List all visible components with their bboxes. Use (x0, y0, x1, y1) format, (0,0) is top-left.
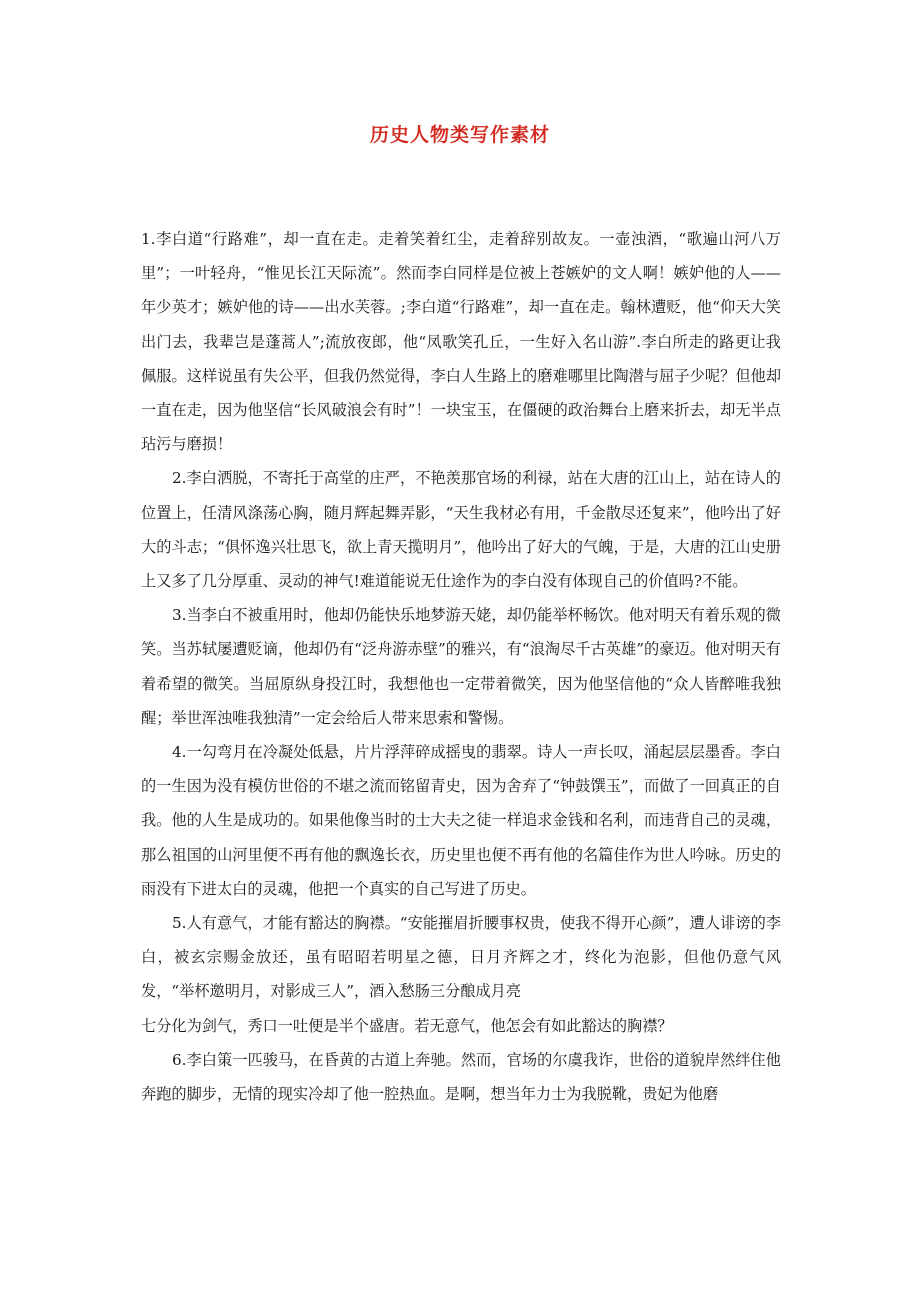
paragraph-6: 6.李白策一匹骏马，在昏黄的古道上奔驰。然而，官场的尔虞我诈，世俗的道貌岸然绊住他奔跑的脚步，无情的现实冷却了他一腔热血。是啊，想当年力士为我脱靴，贵妃为他磨 (141, 1050, 781, 1104)
paragraph-4: 4.一勾弯月在冷凝处低悬，片片浮萍碎成摇曳的翡翠。诗人一声长叹，涌起层层墨香。李白的一生因为没有模仿世俗的不堪之流而铭留青史，因为舍弃了“钟鼓馔玉”，而做了一回真正的自我。他的人生是成功的。如果他像当时的士大夫之徒一样追求金钱和名利，而违背自己的灵魂，那么祖国的山河里便不再有他的飘逸长衣，历史里也便不再有他的名篇佳作为世人吟咏。历史的雨没有下进太白的灵魂，他把一个真实的自己写进了历史。 (141, 743, 781, 898)
paragraph-3: 3.当李白不被重用时，他却仍能快乐地梦游天姥，却仍能举杯畅饮。他对明天有着乐观的微笑。当苏轼屡遭贬谪，他却仍有“泛舟游赤壁”的雅兴，有“浪淘尽千古英雄”的豪迈。他对明天有着希望的微笑。当屈原纵身投江时，我想他也一定带着微笑，因为他坚信他的“众人皆醉唯我独醒；举世浑浊唯我独清”一定会给后人带来思索和警惕。 (141, 606, 781, 727)
paragraph-5: 5.人有意气，才能有豁达的胸襟。“安能摧眉折腰事权贵，使我不得开心颜”，遭人诽谤的李白，被玄宗赐金放还，虽有昭昭若明星之德，日月齐辉之才，终化为泡影，但他仍意气风发，“举杯邀明月，对影成三人”，酒入愁肠三分酿成月亮 (141, 914, 781, 1001)
document-title: 历史人物类写作素材 (369, 124, 550, 146)
paragraph-1: 1.李白道“行路难”，却一直在走。走着笑着红尘，走着辞别故友。一壶浊酒，“歌遍山河八万里”；一叶轻舟，“惟见长江天际流”。然而李白同样是位被上苍嫉妒的文人啊！嫉妒他的人——年少英才；嫉妒他的诗——出水芙蓉。;李白道“行路难”，却一直在走。翰林遭贬，他“仰天大笑出门去，我辈岂是蓬蒿人”;流放夜郎，他“凤歌笑孔丘，一生好入名山游”.李白所走的路更让我佩服。这样说虽有失公平，但我仍然觉得，李白人生路上的磨难哪里比陶潜与屈子少呢？但他却一直在走，因为他坚信“长风破浪会有时”！一块宝玉，在僵硬的政治舞台上磨来折去，却无半点玷污与磨损！ (141, 230, 781, 454)
paragraph-5-continuation: 七分化为剑气，秀口一吐便是半个盛唐。若无意气，他怎会有如此豁达的胸襟？ (141, 1016, 673, 1035)
paragraph-2: 2.李白洒脱，不寄托于高堂的庄严，不艳羡那官场的利禄，站在大唐的江山上，站在诗人的位置上，任清风涤荡心胸，随月辉起舞弄影，“天生我材必有用，千金散尽还复来”，他吟出了好大的斗志；“俱怀逸兴壮思飞，欲上青天揽明月”，他吟出了好大的气魄，于是，大唐的江山史册上又多了几分厚重、灵动的神气!难道能说无仕途作为的李白没有体现自己的价值吗?不能。 (141, 469, 781, 591)
document-body (141, 222, 781, 1111)
